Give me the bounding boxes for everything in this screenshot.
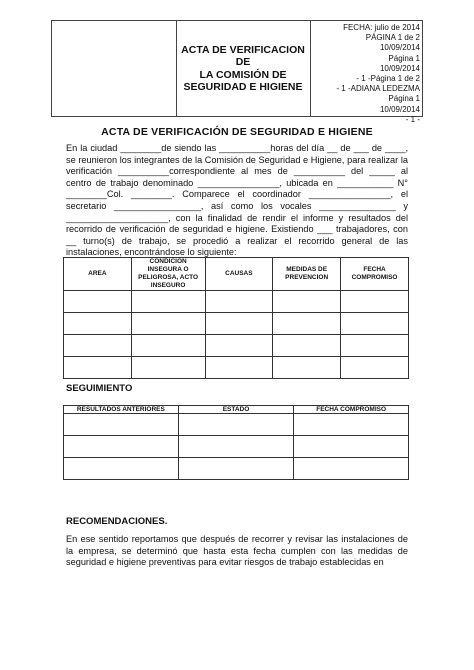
table-cell[interactable] [205,357,273,379]
header-meta [310,23,420,125]
meta-line: - 1 -ADIANA LEDEZMA [336,84,420,94]
meta-line: PÁGINA 1 de 2 [365,33,420,43]
page-title: ACTA DE VERIFICACIÓN DE SEGURIDAD E HIGIENE [101,126,373,138]
table-cell[interactable] [131,291,205,313]
table-cell[interactable] [131,313,205,335]
meta-line: FECHA: julio de 2014 [343,23,420,32]
document-header [51,20,423,124]
table-cell[interactable] [341,335,409,357]
table-cell[interactable] [178,436,294,458]
table-cell[interactable] [273,335,341,357]
column-header: FECHA COMPROMISO [341,258,409,291]
table-cell[interactable] [64,458,179,480]
column-header: AREA [64,258,132,291]
table-row [64,414,409,436]
table-cell[interactable] [294,436,409,458]
table-row [64,458,409,480]
meta-line: Página 1 [388,53,420,63]
meta-line: - 1 -Página 1 de 2 [356,74,420,84]
table-cell[interactable] [205,313,273,335]
meta-line: Página 1 [388,94,420,104]
table-cell[interactable] [341,313,409,335]
header-title-line: ACTA DE VERIFICACION DE [181,43,305,68]
table-row [64,335,409,357]
table-cell[interactable] [178,414,294,436]
intro-paragraph [66,143,408,259]
recomendaciones-heading: RECOMENDACIONES. [66,516,168,527]
table-cell[interactable] [178,458,294,480]
column-header: MEDIDAS DE PREVENCION [273,258,341,291]
table-cell[interactable] [294,458,409,480]
table-cell[interactable] [131,357,205,379]
column-header: RESULTADOS ANTERIORES [64,406,179,414]
logo-cell [52,21,177,116]
header-title-line: SEGURIDAD E HIGIENE [183,81,303,93]
table-row [64,291,409,313]
table-cell[interactable] [64,357,132,379]
meta-line: 10/09/2014 [379,104,420,114]
table-cell[interactable] [341,357,409,379]
meta-line: - 1 - [405,114,420,124]
table-cell[interactable] [294,414,409,436]
intro-text: En la ciudad ________de siendo las __________horas del día __ de ___ de ____, se reunieron los integrantes de la Comisión de Seguridad e Higiene, para realizar la verificación __________correspondiente al mes de __________ del _____ al centro de trabajo denominado ________________, ubicada en ___________ N° ________Col. ________. Comparece el coordinador ________________, el secretario _________________, así como los vocales _______________ y ____________________, con la finalidad de rendir el informe y resultados del recorrido de verificación de seguridad e higiene. Existiendo ___ trabajadores, con __ turno(s) de trabajo, se procedió a realizar el recorrido general de las instalaciones, encontrándose lo siguiente: [66,143,408,258]
column-header: FECHA COMPROMISO [294,406,409,414]
findings-table [63,257,409,379]
meta-line: 10/09/2014 [379,43,420,53]
header-title-line: LA COMISIÓN DE [199,68,287,81]
column-header: CONDICION INSEGURA O PELIGROSA, ACTO INSEGURO [131,258,205,291]
table-header-row [64,258,409,291]
table-cell[interactable] [64,335,132,357]
table-cell[interactable] [205,291,273,313]
table-cell[interactable] [64,313,132,335]
table-cell[interactable] [273,313,341,335]
column-header: ESTADO [178,406,294,414]
meta-line: 10/09/2014 [379,63,420,73]
table-row [64,436,409,458]
table-cell[interactable] [341,291,409,313]
seguimiento-heading: SEGUIMIENTO [66,383,133,394]
table-row [64,357,409,379]
table-cell[interactable] [131,335,205,357]
header-title [176,21,311,116]
table-cell[interactable] [64,414,179,436]
table-cell[interactable] [64,436,179,458]
recomendaciones-paragraph: En ese sentido reportamos que después de recorrer y revisar las instalaciones de la empresa, se determinó que hasta esta fecha cumplen con las medidas de seguridad e higiene preventivas para evitar riesgos de trabajo establecidas en [66,534,408,568]
table-header-row [64,406,409,414]
table-cell[interactable] [273,357,341,379]
table-cell[interactable] [64,291,132,313]
column-header: CAUSAS [205,258,273,291]
table-cell[interactable] [205,335,273,357]
seguimiento-table [63,405,409,480]
table-cell[interactable] [273,291,341,313]
table-row [64,313,409,335]
